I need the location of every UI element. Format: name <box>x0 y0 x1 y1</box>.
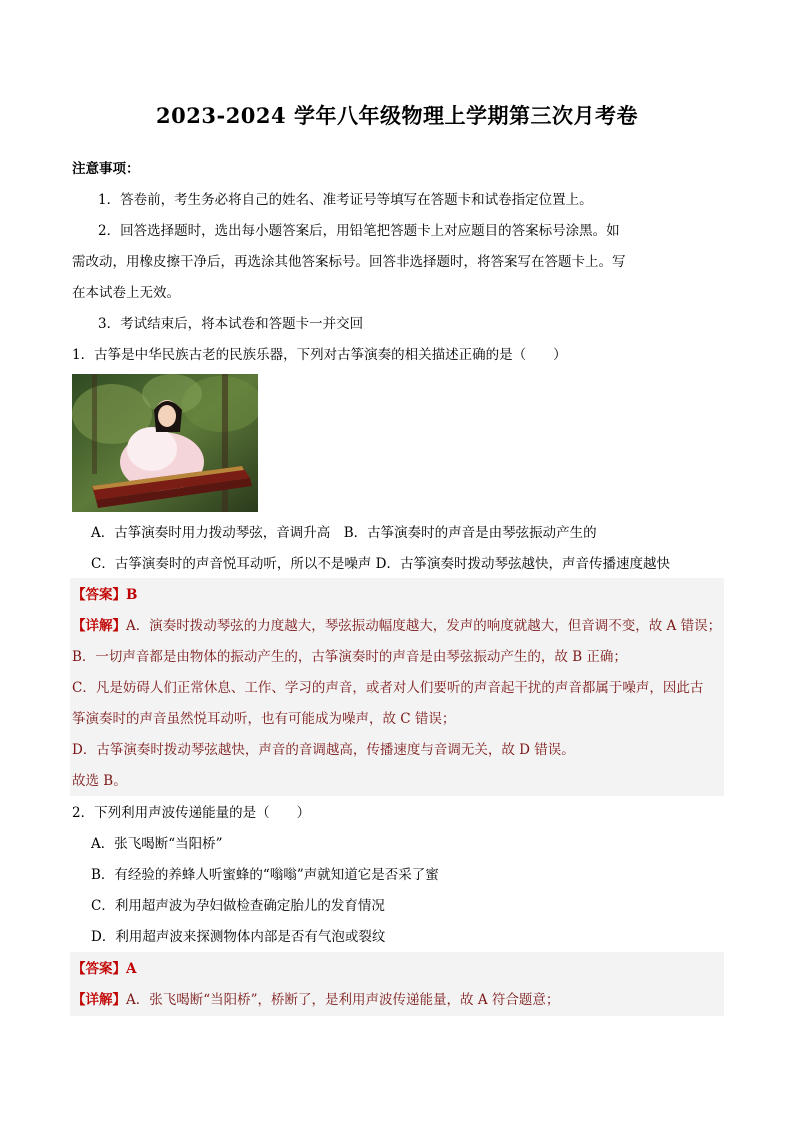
q1-options-ab: A．古筝演奏时用力拨动琴弦，音调升高 B．古筝演奏时的声音是由琴弦振动产生的 <box>91 525 597 541</box>
notice-item-2a: 2．回答选择题时，选出每小题答案后，用铅笔把答题卡上对应题目的答案标号涂黑。如 <box>98 223 620 239</box>
q1-conclusion: 故选 B。 <box>72 773 127 789</box>
notice-item-1: 1．答卷前，考生务必将自己的姓名、准考证号等填写在答题卡和试卷指定位置上。 <box>98 192 593 208</box>
q2-option-b: B．有经验的养蜂人听蜜蜂的“嗡嗡”声就知道它是否采了蜜 <box>91 867 439 883</box>
q1-detail-c1: C．凡是妨碍人们正常休息、工作、学习的声音，或者对人们要听的声音起干扰的声音都属于噪声，因此古 <box>72 680 704 696</box>
q1-detail-c2: 筝演奏时的声音虽然悦耳动听，也有可能成为噪声，故 C 错误； <box>72 711 456 727</box>
q2-option-c: C．利用超声波为孕妇做检查确定胎儿的发育情况 <box>91 898 385 914</box>
q2-stem: 2．下列利用声波传递能量的是（ ） <box>72 805 311 821</box>
q1-options-cd: C．古筝演奏时的声音悦耳动听，所以不是噪声 D．古筝演奏时拨动琴弦越快，声音传播速度越快 <box>91 556 670 572</box>
guzheng-photo <box>72 374 258 512</box>
q2-detail-a <box>72 991 559 1009</box>
notice-item-2c: 在本试卷上无效。 <box>72 285 180 301</box>
q2-answer-value: A <box>126 961 137 977</box>
q2-detail-a-text: A．张飞喝断“当阳桥”，桥断了，是利用声波传递能量，故 A 符合题意； <box>126 992 560 1008</box>
q1-answer-label: 【答案】 <box>72 587 126 603</box>
page-title: 2023-2024 学年八年级物理上学期第三次月考卷 <box>156 103 638 128</box>
q1-detail-a <box>72 617 721 635</box>
q1-detail-d: D．古筝演奏时拨动琴弦越快，声音的音调越高，传播速度与音调无关，故 D 错误。 <box>72 742 575 758</box>
q2-answer <box>72 960 136 978</box>
notice-heading: 注意事项： <box>72 161 140 177</box>
notice-item-2b: 需改动，用橡皮擦干净后，再选涂其他答案标号。回答非选择题时，将答案写在答题卡上。写 <box>72 254 626 270</box>
q2-option-a: A．张飞喝断“当阳桥” <box>91 836 223 852</box>
q1-stem: 1．古筝是中华民族古老的民族乐器，下列对古筝演奏的相关描述正确的是（ ） <box>72 347 567 363</box>
q1-detail-label: 【详解】 <box>72 618 126 634</box>
q1-answer-value: B <box>126 587 138 603</box>
q2-detail-label: 【详解】 <box>72 992 126 1008</box>
q1-answer <box>72 586 137 604</box>
q1-detail-a-text: A．演奏时拨动琴弦的力度越大，琴弦振动幅度越大，发声的响度就越大，但音调不变，故 A 错误； <box>126 618 722 634</box>
q2-answer-label: 【答案】 <box>72 961 126 977</box>
q1-detail-b: B．一切声音都是由物体的振动产生的，古筝演奏时的声音是由琴弦振动产生的，故 B 正确； <box>72 649 627 665</box>
notice-item-3: 3．考试结束后，将本试卷和答题卡一并交回 <box>98 316 364 332</box>
q2-option-d: D．利用超声波来探测物体内部是否有气泡或裂纹 <box>91 929 386 945</box>
